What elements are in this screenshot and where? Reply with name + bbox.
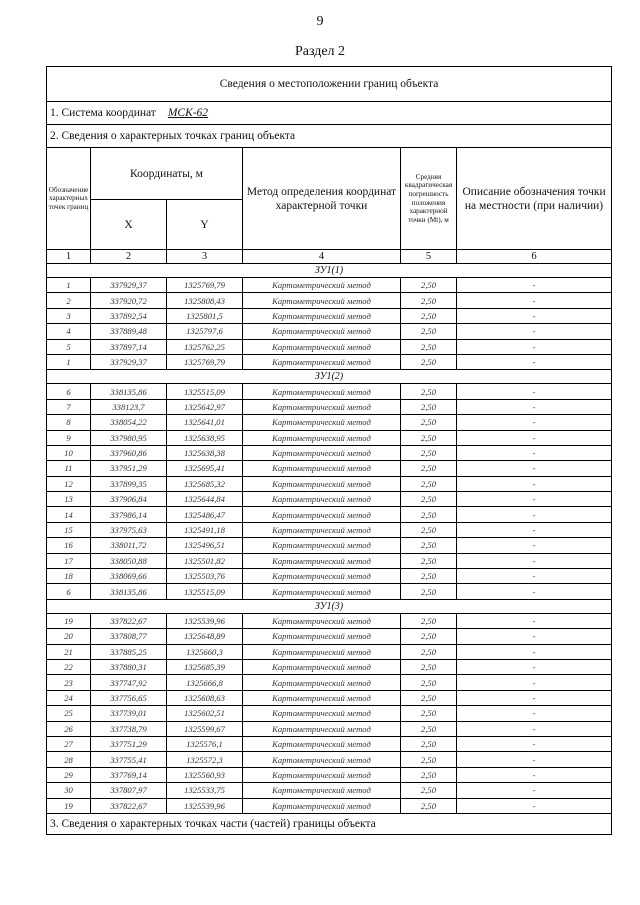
point-id-cell: 19 — [47, 613, 91, 628]
method-cell: Картометрический метод — [243, 324, 401, 339]
x-cell: 338135,86 — [91, 384, 167, 399]
accuracy-cell: 2,50 — [401, 629, 457, 644]
table-row — [47, 461, 612, 476]
accuracy-cell: 2,50 — [401, 384, 457, 399]
description-cell: - — [457, 629, 612, 644]
point-id-cell: 27 — [47, 736, 91, 751]
table-row — [47, 522, 612, 537]
accuracy-cell: 2,50 — [401, 644, 457, 659]
description-cell: - — [457, 399, 612, 414]
method-cell: Картометрический метод — [243, 690, 401, 705]
point-id-cell: 16 — [47, 538, 91, 553]
description-cell: - — [457, 507, 612, 522]
accuracy-cell: 2,50 — [401, 721, 457, 736]
point-id-cell: 30 — [47, 783, 91, 798]
x-cell: 338069,66 — [91, 569, 167, 584]
description-cell: - — [457, 584, 612, 599]
y-cell: 1325641,01 — [167, 415, 243, 430]
accuracy-cell: 2,50 — [401, 783, 457, 798]
points-heading: 2. Сведения о характерных точках границ объекта — [47, 125, 612, 148]
method-cell: Картометрический метод — [243, 736, 401, 751]
accuracy-cell: 2,50 — [401, 308, 457, 323]
method-cell: Картометрический метод — [243, 399, 401, 414]
table-row — [47, 415, 612, 430]
x-cell: 337738,79 — [91, 721, 167, 736]
method-cell: Картометрический метод — [243, 613, 401, 628]
accuracy-cell: 2,50 — [401, 584, 457, 599]
method-cell: Картометрический метод — [243, 584, 401, 599]
section-title: Раздел 2 — [294, 44, 346, 59]
accuracy-cell: 2,50 — [401, 690, 457, 705]
accuracy-cell: 2,50 — [401, 569, 457, 584]
y-cell: 1325608,63 — [167, 690, 243, 705]
description-cell: - — [457, 659, 612, 674]
point-id-cell: 2 — [47, 293, 91, 308]
method-cell: Картометрический метод — [243, 461, 401, 476]
table-row — [47, 445, 612, 460]
group-header-row — [47, 264, 612, 278]
accuracy-cell: 2,50 — [401, 798, 457, 813]
y-cell: 1325491,18 — [167, 522, 243, 537]
column-number: 5 — [401, 250, 457, 264]
description-cell: - — [457, 461, 612, 476]
description-cell: - — [457, 736, 612, 751]
x-cell: 337906,84 — [91, 492, 167, 507]
description-cell: - — [457, 538, 612, 553]
y-cell: 1325515,09 — [167, 384, 243, 399]
point-id-cell: 23 — [47, 675, 91, 690]
method-cell: Картометрический метод — [243, 706, 401, 721]
description-cell: - — [457, 492, 612, 507]
page-number: 9 — [316, 14, 324, 29]
method-cell: Картометрический метод — [243, 767, 401, 782]
x-cell: 338050,88 — [91, 553, 167, 568]
description-cell: - — [457, 798, 612, 813]
point-id-cell: 7 — [47, 399, 91, 414]
table-row — [47, 629, 612, 644]
table-row — [47, 553, 612, 568]
coordinate-system-value: МСК-62 — [167, 107, 209, 119]
table-row — [47, 798, 612, 813]
y-cell: 1325533,75 — [167, 783, 243, 798]
y-cell: 1325685,39 — [167, 659, 243, 674]
column-number: 4 — [243, 250, 401, 264]
y-cell: 1325599,67 — [167, 721, 243, 736]
accuracy-cell: 2,50 — [401, 415, 457, 430]
method-cell: Картометрический метод — [243, 798, 401, 813]
x-cell: 337960,86 — [91, 445, 167, 460]
coordinate-system-row — [47, 102, 612, 125]
table-row — [47, 476, 612, 491]
method-cell: Картометрический метод — [243, 384, 401, 399]
point-id-cell: 17 — [47, 553, 91, 568]
x-cell: 337929,37 — [91, 354, 167, 369]
point-id-cell: 1 — [47, 278, 91, 293]
method-cell: Картометрический метод — [243, 644, 401, 659]
method-cell: Картометрический метод — [243, 492, 401, 507]
table-row — [47, 721, 612, 736]
x-cell: 337769,14 — [91, 767, 167, 782]
table-row — [47, 384, 612, 399]
x-cell: 337980,95 — [91, 430, 167, 445]
header-x: X — [91, 200, 167, 250]
x-cell: 337880,31 — [91, 659, 167, 674]
accuracy-cell: 2,50 — [401, 767, 457, 782]
table-row — [47, 752, 612, 767]
x-cell: 337822,67 — [91, 798, 167, 813]
description-cell: - — [457, 278, 612, 293]
group-header-row — [47, 370, 612, 384]
column-number: 3 — [167, 250, 243, 264]
x-cell: 337920,72 — [91, 293, 167, 308]
description-cell: - — [457, 308, 612, 323]
header-coordinates: Координаты, м — [91, 148, 243, 200]
table-row — [47, 430, 612, 445]
accuracy-cell: 2,50 — [401, 706, 457, 721]
point-id-cell: 4 — [47, 324, 91, 339]
parts-heading: 3. Сведения о характерных точках части (частей) границы объекта — [47, 813, 612, 834]
table-row — [47, 354, 612, 369]
point-id-cell: 10 — [47, 445, 91, 460]
x-cell: 338123,7 — [91, 399, 167, 414]
group-name: ЗУ1(2) — [47, 370, 612, 384]
point-id-cell: 6 — [47, 584, 91, 599]
y-cell: 1325660,3 — [167, 644, 243, 659]
description-cell: - — [457, 415, 612, 430]
point-id-cell: 12 — [47, 476, 91, 491]
accuracy-cell: 2,50 — [401, 399, 457, 414]
y-cell: 1325501,82 — [167, 553, 243, 568]
table-row — [47, 659, 612, 674]
point-id-cell: 1 — [47, 354, 91, 369]
table-row — [47, 584, 612, 599]
y-cell: 1325539,96 — [167, 798, 243, 813]
table-row — [47, 690, 612, 705]
x-cell: 337951,29 — [91, 461, 167, 476]
y-cell: 1325602,51 — [167, 706, 243, 721]
accuracy-cell: 2,50 — [401, 522, 457, 537]
table-row — [47, 278, 612, 293]
table-row — [47, 783, 612, 798]
table-row — [47, 644, 612, 659]
table-row — [47, 736, 612, 751]
method-cell: Картометрический метод — [243, 569, 401, 584]
accuracy-cell: 2,50 — [401, 354, 457, 369]
point-id-cell: 25 — [47, 706, 91, 721]
point-id-cell: 28 — [47, 752, 91, 767]
y-cell: 1325801,5 — [167, 308, 243, 323]
description-cell: - — [457, 476, 612, 491]
y-cell: 1325666,8 — [167, 675, 243, 690]
table-row — [47, 767, 612, 782]
accuracy-cell: 2,50 — [401, 430, 457, 445]
point-id-cell: 20 — [47, 629, 91, 644]
x-cell: 337889,48 — [91, 324, 167, 339]
description-cell: - — [457, 553, 612, 568]
column-number: 6 — [457, 250, 612, 264]
point-id-cell: 14 — [47, 507, 91, 522]
table-row — [47, 492, 612, 507]
point-id-cell: 8 — [47, 415, 91, 430]
table-row — [47, 399, 612, 414]
method-cell: Картометрический метод — [243, 553, 401, 568]
y-cell: 1325486,47 — [167, 507, 243, 522]
x-cell: 337892,54 — [91, 308, 167, 323]
point-id-cell: 24 — [47, 690, 91, 705]
table-row — [47, 339, 612, 354]
method-cell: Картометрический метод — [243, 293, 401, 308]
y-cell: 1325539,96 — [167, 613, 243, 628]
description-cell: - — [457, 522, 612, 537]
x-cell: 337808,77 — [91, 629, 167, 644]
accuracy-cell: 2,50 — [401, 659, 457, 674]
description-cell: - — [457, 767, 612, 782]
method-cell: Картометрический метод — [243, 354, 401, 369]
accuracy-cell: 2,50 — [401, 736, 457, 751]
x-cell: 337751,29 — [91, 736, 167, 751]
point-id-cell: 11 — [47, 461, 91, 476]
description-cell: - — [457, 324, 612, 339]
description-cell: - — [457, 706, 612, 721]
column-number-row — [47, 250, 612, 264]
description-cell: - — [457, 752, 612, 767]
y-cell: 1325808,43 — [167, 293, 243, 308]
method-cell: Картометрический метод — [243, 278, 401, 293]
x-cell: 337975,63 — [91, 522, 167, 537]
accuracy-cell: 2,50 — [401, 675, 457, 690]
y-cell: 1325572,3 — [167, 752, 243, 767]
x-cell: 337929,37 — [91, 278, 167, 293]
x-cell: 337739,01 — [91, 706, 167, 721]
y-cell: 1325576,1 — [167, 736, 243, 751]
accuracy-cell: 2,50 — [401, 613, 457, 628]
header-y: Y — [167, 200, 243, 250]
accuracy-cell: 2,50 — [401, 293, 457, 308]
x-cell: 337755,41 — [91, 752, 167, 767]
accuracy-cell: 2,50 — [401, 324, 457, 339]
x-cell: 337897,14 — [91, 339, 167, 354]
table-title: Сведения о местоположении границ объекта — [47, 67, 612, 102]
point-id-cell: 6 — [47, 384, 91, 399]
description-cell: - — [457, 721, 612, 736]
method-cell: Картометрический метод — [243, 538, 401, 553]
x-cell: 337885,25 — [91, 644, 167, 659]
coordinate-system-label: 1. Система координат — [50, 107, 156, 119]
table-row — [47, 675, 612, 690]
description-cell: - — [457, 783, 612, 798]
x-cell: 338011,72 — [91, 538, 167, 553]
point-id-cell: 21 — [47, 644, 91, 659]
y-cell: 1325638,95 — [167, 430, 243, 445]
point-id-cell: 18 — [47, 569, 91, 584]
description-cell: - — [457, 675, 612, 690]
accuracy-cell: 2,50 — [401, 492, 457, 507]
point-id-cell: 22 — [47, 659, 91, 674]
x-cell: 338054,22 — [91, 415, 167, 430]
y-cell: 1325503,76 — [167, 569, 243, 584]
header-description: Описание обозначения точки на местности (при наличии) — [457, 148, 612, 250]
description-cell: - — [457, 430, 612, 445]
accuracy-cell: 2,50 — [401, 461, 457, 476]
description-cell: - — [457, 569, 612, 584]
method-cell: Картометрический метод — [243, 675, 401, 690]
description-cell: - — [457, 354, 612, 369]
x-cell: 337986,14 — [91, 507, 167, 522]
y-cell: 1325648,89 — [167, 629, 243, 644]
group-name: ЗУ1(3) — [47, 599, 612, 613]
method-cell: Картометрический метод — [243, 445, 401, 460]
column-number: 1 — [47, 250, 91, 264]
y-cell: 1325496,51 — [167, 538, 243, 553]
point-id-cell: 9 — [47, 430, 91, 445]
x-cell: 337807,97 — [91, 783, 167, 798]
y-cell: 1325769,79 — [167, 278, 243, 293]
y-cell: 1325762,25 — [167, 339, 243, 354]
accuracy-cell: 2,50 — [401, 278, 457, 293]
accuracy-cell: 2,50 — [401, 752, 457, 767]
header-accuracy: Средняя квадратическая погрешность положения характерной точки (Mt), м — [401, 148, 457, 250]
y-cell: 1325560,93 — [167, 767, 243, 782]
accuracy-cell: 2,50 — [401, 339, 457, 354]
method-cell: Картометрический метод — [243, 721, 401, 736]
description-cell: - — [457, 644, 612, 659]
x-cell: 337747,92 — [91, 675, 167, 690]
method-cell: Картометрический метод — [243, 659, 401, 674]
group-name: ЗУ1(1) — [47, 264, 612, 278]
y-cell: 1325638,38 — [167, 445, 243, 460]
method-cell: Картометрический метод — [243, 629, 401, 644]
description-cell: - — [457, 384, 612, 399]
table-row — [47, 308, 612, 323]
x-cell: 337822,67 — [91, 613, 167, 628]
table-row — [47, 706, 612, 721]
accuracy-cell: 2,50 — [401, 553, 457, 568]
table-row — [47, 538, 612, 553]
method-cell: Картометрический метод — [243, 476, 401, 491]
header-point-id: Обозначение характерных точек границ — [47, 148, 91, 250]
y-cell: 1325695,41 — [167, 461, 243, 476]
method-cell: Картометрический метод — [243, 308, 401, 323]
y-cell: 1325515,09 — [167, 584, 243, 599]
method-cell: Картометрический метод — [243, 522, 401, 537]
description-cell: - — [457, 339, 612, 354]
boundary-table — [46, 66, 612, 835]
table-row — [47, 324, 612, 339]
method-cell: Картометрический метод — [243, 415, 401, 430]
group-header-row — [47, 599, 612, 613]
y-cell: 1325642,97 — [167, 399, 243, 414]
table-row — [47, 507, 612, 522]
x-cell: 338135,86 — [91, 584, 167, 599]
table-row — [47, 293, 612, 308]
y-cell: 1325685,32 — [167, 476, 243, 491]
method-cell: Картометрический метод — [243, 339, 401, 354]
method-cell: Картометрический метод — [243, 752, 401, 767]
description-cell: - — [457, 293, 612, 308]
accuracy-cell: 2,50 — [401, 476, 457, 491]
description-cell: - — [457, 690, 612, 705]
header-method: Метод определения координат характерной точки — [243, 148, 401, 250]
description-cell: - — [457, 445, 612, 460]
point-id-cell: 29 — [47, 767, 91, 782]
method-cell: Картометрический метод — [243, 783, 401, 798]
method-cell: Картометрический метод — [243, 430, 401, 445]
point-id-cell: 26 — [47, 721, 91, 736]
x-cell: 337756,65 — [91, 690, 167, 705]
point-id-cell: 5 — [47, 339, 91, 354]
description-cell: - — [457, 613, 612, 628]
point-id-cell: 3 — [47, 308, 91, 323]
accuracy-cell: 2,50 — [401, 538, 457, 553]
point-id-cell: 15 — [47, 522, 91, 537]
accuracy-cell: 2,50 — [401, 445, 457, 460]
column-number: 2 — [91, 250, 167, 264]
x-cell: 337899,35 — [91, 476, 167, 491]
y-cell: 1325769,79 — [167, 354, 243, 369]
point-id-cell: 13 — [47, 492, 91, 507]
y-cell: 1325797,6 — [167, 324, 243, 339]
table-row — [47, 613, 612, 628]
method-cell: Картометрический метод — [243, 507, 401, 522]
point-id-cell: 19 — [47, 798, 91, 813]
y-cell: 1325644,84 — [167, 492, 243, 507]
table-row — [47, 569, 612, 584]
accuracy-cell: 2,50 — [401, 507, 457, 522]
